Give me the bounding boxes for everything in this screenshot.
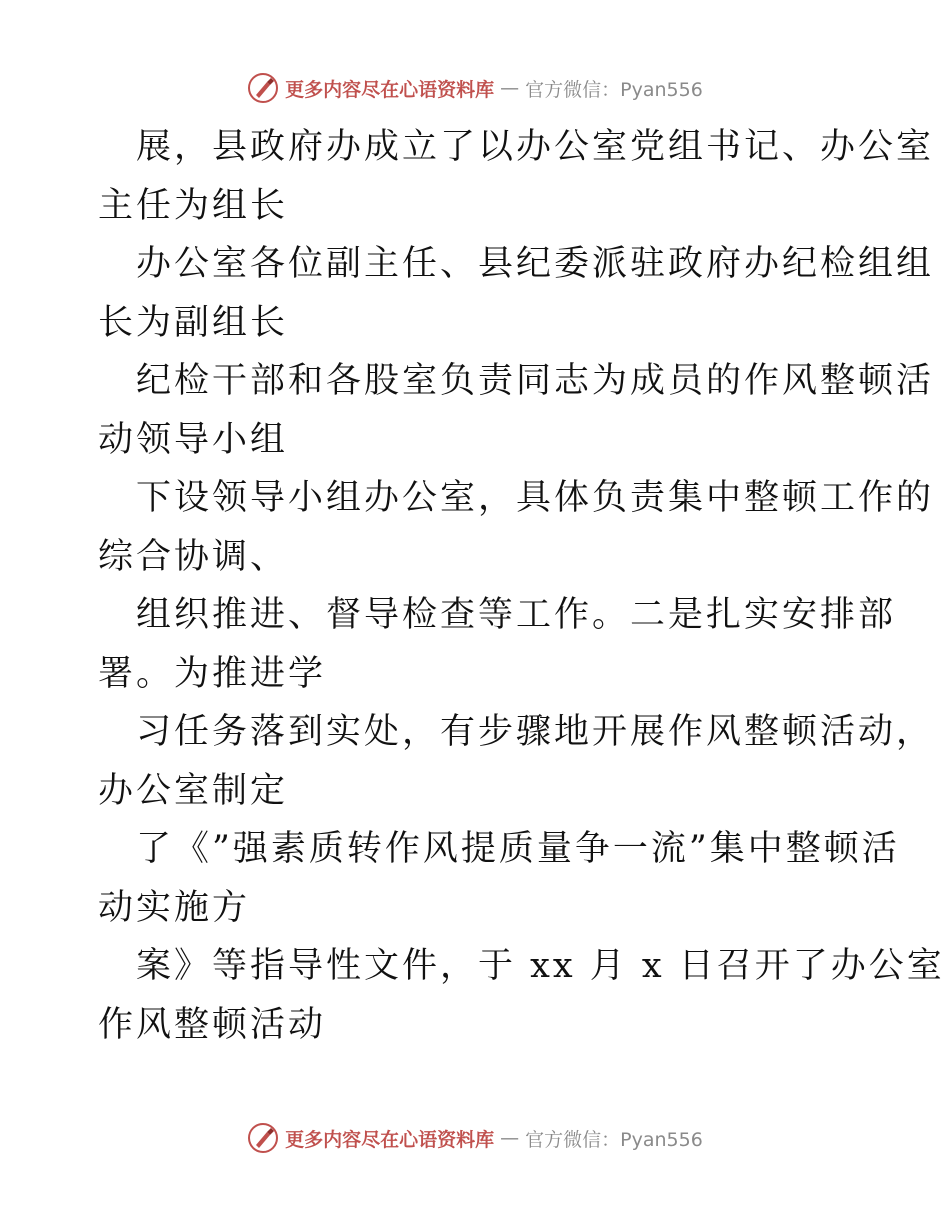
footer-separator: — — [500, 1127, 520, 1149]
header-separator: — — [500, 77, 520, 99]
pen-logo-icon — [247, 1122, 279, 1154]
header-brand-text: 更多内容尽在心语资料库 — [285, 78, 495, 101]
body-line: 主任为组长 — [98, 185, 289, 226]
document-body — [98, 118, 945, 1054]
pen-logo-icon — [247, 72, 279, 104]
body-line: 纪检干部和各股室负责同志为成员的作风整顿活 — [136, 361, 935, 401]
footer-contact-text: 官方微信：Pyan556 — [525, 1128, 703, 1151]
body-line: 动领导小组 — [98, 419, 289, 460]
body-line: 展，县政府办成立了以办公室党组书记、办公室 — [136, 127, 935, 167]
body-line: 案》等指导性文件，于 xx 月 x 日召开了办公室 — [136, 946, 945, 986]
footer-banner — [0, 1122, 950, 1154]
body-line: 办公室制定 — [98, 770, 289, 811]
header-banner — [0, 72, 950, 104]
body-line: 动实施方 — [98, 887, 251, 928]
footer-brand-text: 更多内容尽在心语资料库 — [285, 1128, 495, 1151]
body-line: 组织推进、督导检查等工作。二是扎实安排部 — [136, 595, 897, 635]
body-line: 了《”强素质转作风提质量争一流”集中整顿活 — [136, 829, 900, 869]
body-line: 作风整顿活动 — [98, 1004, 327, 1045]
body-line: 长为副组长 — [98, 302, 289, 343]
body-line: 署。为推进学 — [98, 653, 327, 694]
body-line: 综合协调、 — [98, 536, 289, 577]
body-line: 办公室各位副主任、县纪委派驻政府办纪检组组 — [136, 244, 935, 284]
header-contact-text: 官方微信：Pyan556 — [525, 78, 703, 101]
body-line: 下设领导小组办公室，具体负责集中整顿工作的 — [136, 478, 935, 518]
body-line: 习任务落到实处，有步骤地开展作风整顿活动， — [136, 712, 935, 752]
